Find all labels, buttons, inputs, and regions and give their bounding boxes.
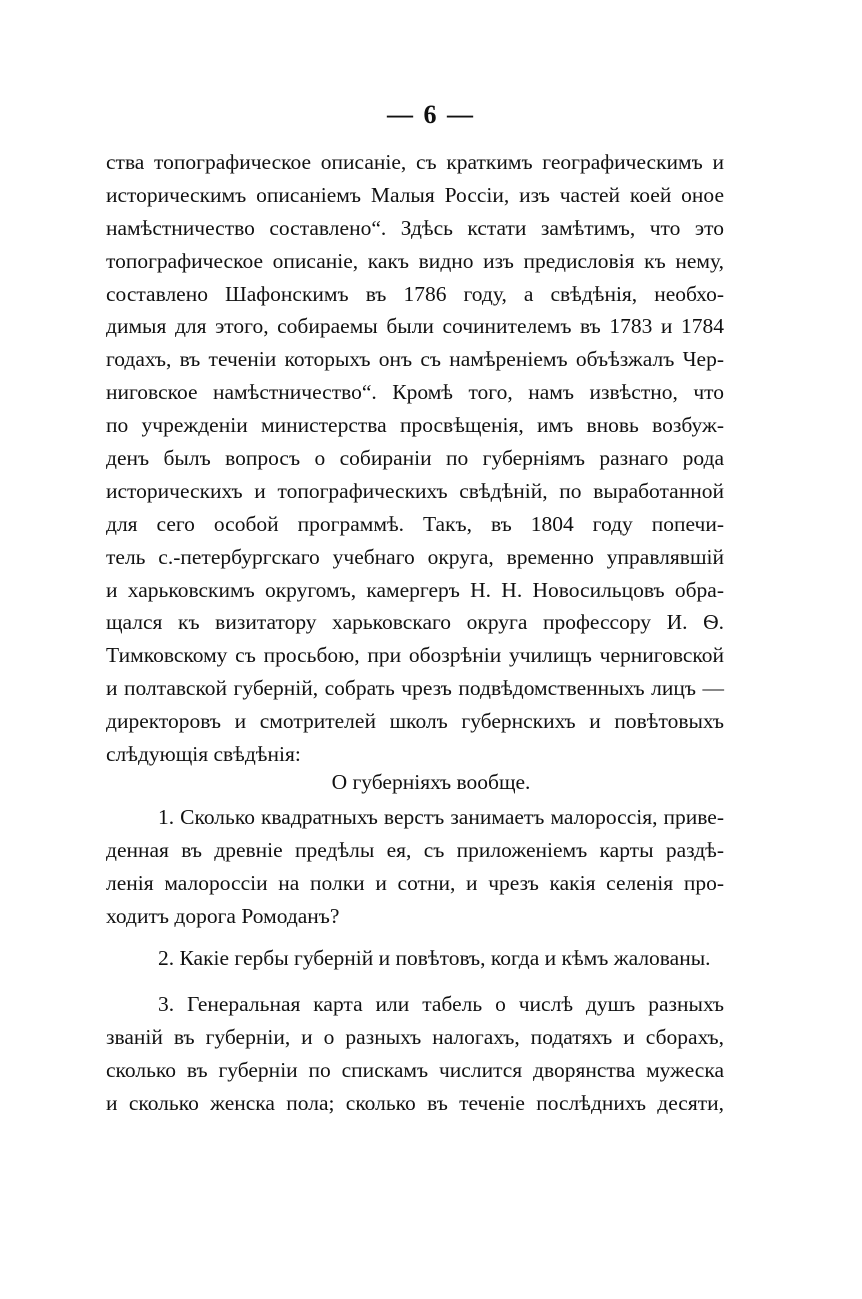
text-line: ниговское намѣстничество“. Кромѣ того, намъ извѣстно, что <box>106 380 724 405</box>
item-2 <box>106 942 724 975</box>
text-line: денъ былъ вопросъ о собираніи по губерніямъ разнаго рода <box>106 446 724 471</box>
text-line: историческихъ и топографическихъ свѣдѣній, по выработанной <box>106 478 724 503</box>
page-number: — 6 — <box>387 100 475 129</box>
text-line: 1. Сколько квадратныхъ верстъ занимаетъ малороссія, приве- <box>158 805 724 829</box>
text-line: и харьковскимъ округомъ, камергеръ Н. Н. Новосильцовъ обра- <box>106 577 724 602</box>
text-line: сколько въ губерніи по спискамъ числится дворянства мужеска <box>106 1057 724 1082</box>
text-line: щался къ визитатору харьковскаго округа профессору И. Ѳ. <box>106 610 724 635</box>
item-3 <box>106 988 724 1120</box>
text-line: по учрежденіи министерства просвѣщенія, имъ вновь возбуж- <box>106 413 724 438</box>
text-line: директоровъ и смотрителей школъ губернскихъ и повѣтовыхъ <box>106 709 724 734</box>
item-1 <box>106 801 724 933</box>
text-line: тель с.-петербургскаго учебнаго округа, временно управлявшій <box>106 544 724 569</box>
text-line: ходитъ дорога Ромоданъ? <box>106 903 340 928</box>
text-line: намѣстничество составлено“. Здѣсь кстати замѣтимъ, что это <box>106 215 724 240</box>
section-heading: О губерніяхъ вообще. <box>331 770 531 794</box>
text-line: званій въ губерніи, и о разныхъ налогахъ, податяхъ и сборахъ, <box>106 1024 724 1049</box>
text-line: составлено Шафонскимъ въ 1786 году, а свѣдѣнія, необхо- <box>106 281 724 306</box>
text-line: слѣдующія свѣдѣнія: <box>106 742 301 767</box>
text-line: 3. Генеральная карта или табель о числѣ душъ разныхъ <box>158 992 724 1016</box>
text-line: ленія малороссіи на полки и сотни, и чрезъ какія селенія про- <box>106 870 724 895</box>
intro-paragraph <box>106 146 724 771</box>
text-line: историческимъ описаніемъ Малыя Россіи, изъ частей коей оное <box>106 182 724 207</box>
text-line: топографическое описаніе, какъ видно изъ предисловія къ нему, <box>106 248 724 273</box>
text-line: и полтавской губерній, собрать чрезъ подвѣдомственныхъ лицъ — <box>106 676 724 701</box>
text-line: и сколько женска пола; сколько въ теченіе послѣднихъ десяти, <box>106 1090 724 1115</box>
text-line: димыя для этого, собираемы были сочинителемъ въ 1783 и 1784 <box>106 314 724 339</box>
text-line: годахъ, въ теченіи которыхъ онъ съ намѣреніемъ объѣзжалъ Чер- <box>106 347 724 372</box>
text-line: Тимковскому съ просьбою, при обозрѣніи училищъ черниговской <box>106 643 724 668</box>
text-line: денная въ древніе предѣлы ея, съ приложеніемъ карты раздѣ- <box>106 837 724 862</box>
text-line: 2. Какіе гербы губерній и повѣтовъ, когда и кѣмъ жалованы. <box>158 946 711 970</box>
text-line: для сего особой программѣ. Такъ, въ 1804 году попечи- <box>106 511 724 536</box>
text-line: ства топографическое описаніе, съ краткимъ географическимъ и <box>106 150 724 174</box>
